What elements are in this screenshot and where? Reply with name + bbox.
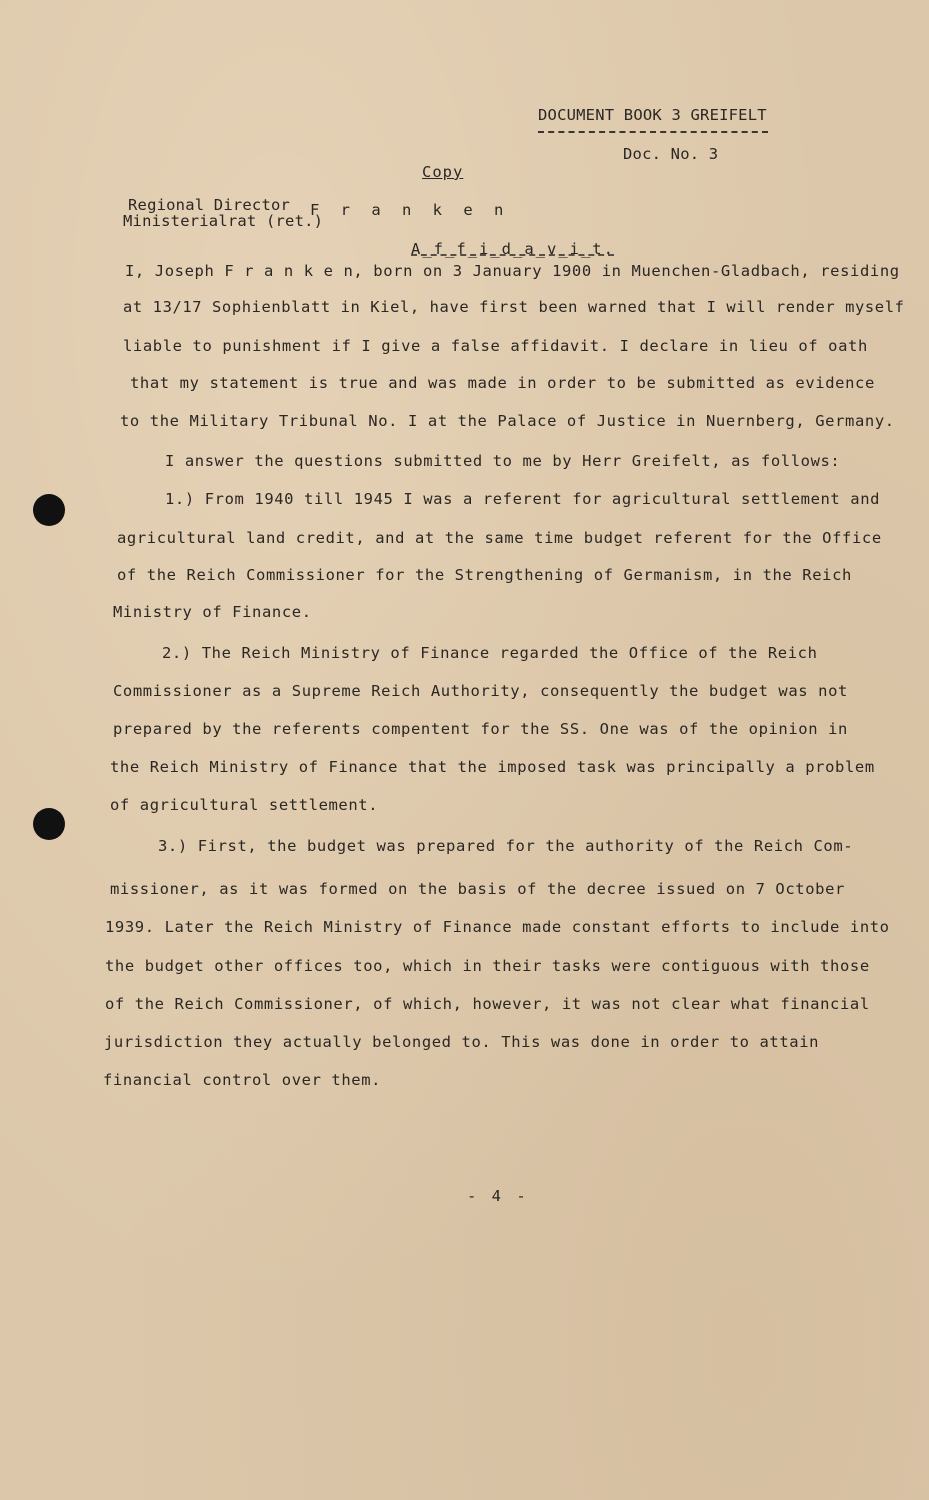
header-rule — [538, 131, 768, 133]
signer-rank: Ministerialrat (ret.) — [123, 212, 324, 230]
intro-line: that my statement is true and was made in order to be submitted as evidence — [130, 374, 875, 392]
point-3-line: financial control over them. — [103, 1071, 382, 1089]
point-2-line: prepared by the referents compentent for the SS. One was of the opinion in — [113, 720, 848, 738]
point-3-line: jurisdiction they actually belonged to. This was done in order to attain — [104, 1033, 820, 1051]
point-2-line: the Reich Ministry of Finance that the imposed task was principally a problem — [110, 758, 875, 776]
intro-line: I, Joseph F r a n k e n, born on 3 January 1900 in Muenchen-Gladbach, residing — [125, 262, 900, 280]
point-3-line: 3.) First, the budget was prepared for the authority of the Reich Com- — [158, 837, 854, 855]
point-3-line: of the Reich Commissioner, of which, however, it was not clear what financial — [105, 995, 870, 1013]
intro-line: I answer the questions submitted to me by Herr Greifelt, as follows: — [165, 452, 841, 470]
point-2-line: of agricultural settlement. — [110, 796, 379, 814]
point-1-line: of the Reich Commissioner for the Strengthening of Germanism, in the Reich — [117, 566, 852, 584]
point-3-line: 1939. Later the Reich Ministry of Finance made constant efforts to include into — [105, 918, 890, 936]
intro-line: to the Military Tribunal No. I at the Palace of Justice in Nuernberg, Germany. — [120, 412, 895, 430]
signer-name: F r a n k e n — [310, 201, 510, 219]
signer-title: Regional Director — [128, 196, 291, 214]
point-3-line: the budget other offices too, which in their tasks were contiguous with those — [105, 957, 870, 975]
point-1-line: agricultural land credit, and at the same time budget referent for the Office — [117, 529, 882, 547]
point-1-line: 1.) From 1940 till 1945 I was a referent for agricultural settlement and — [165, 490, 881, 508]
copy-label: Copy — [422, 163, 464, 181]
intro-line: at 13/17 Sophienblatt in Kiel, have first been warned that I will render myself — [123, 298, 905, 316]
point-1-line: Ministry of Finance. — [113, 603, 312, 621]
affidavit-title: A_f_f_i_d_a_v_i_t. — [411, 240, 615, 258]
point-2-line: Commissioner as a Supreme Reich Authority, consequently the budget was not — [113, 682, 848, 700]
intro-line: liable to punishment if I give a false affidavit. I declare in lieu of oath — [123, 337, 868, 355]
punch-hole-bottom — [33, 808, 65, 840]
punch-hole-top — [33, 494, 65, 526]
point-2-line: 2.) The Reich Ministry of Finance regarded the Office of the Reich — [162, 644, 818, 662]
document-book-header: DOCUMENT BOOK 3 GREIFELT — [538, 106, 767, 124]
doc-number: Doc. No. 3 — [623, 145, 719, 163]
point-3-line: missioner, as it was formed on the basis of the decree issued on 7 October — [110, 880, 845, 898]
page-number: - 4 - — [467, 1187, 529, 1205]
